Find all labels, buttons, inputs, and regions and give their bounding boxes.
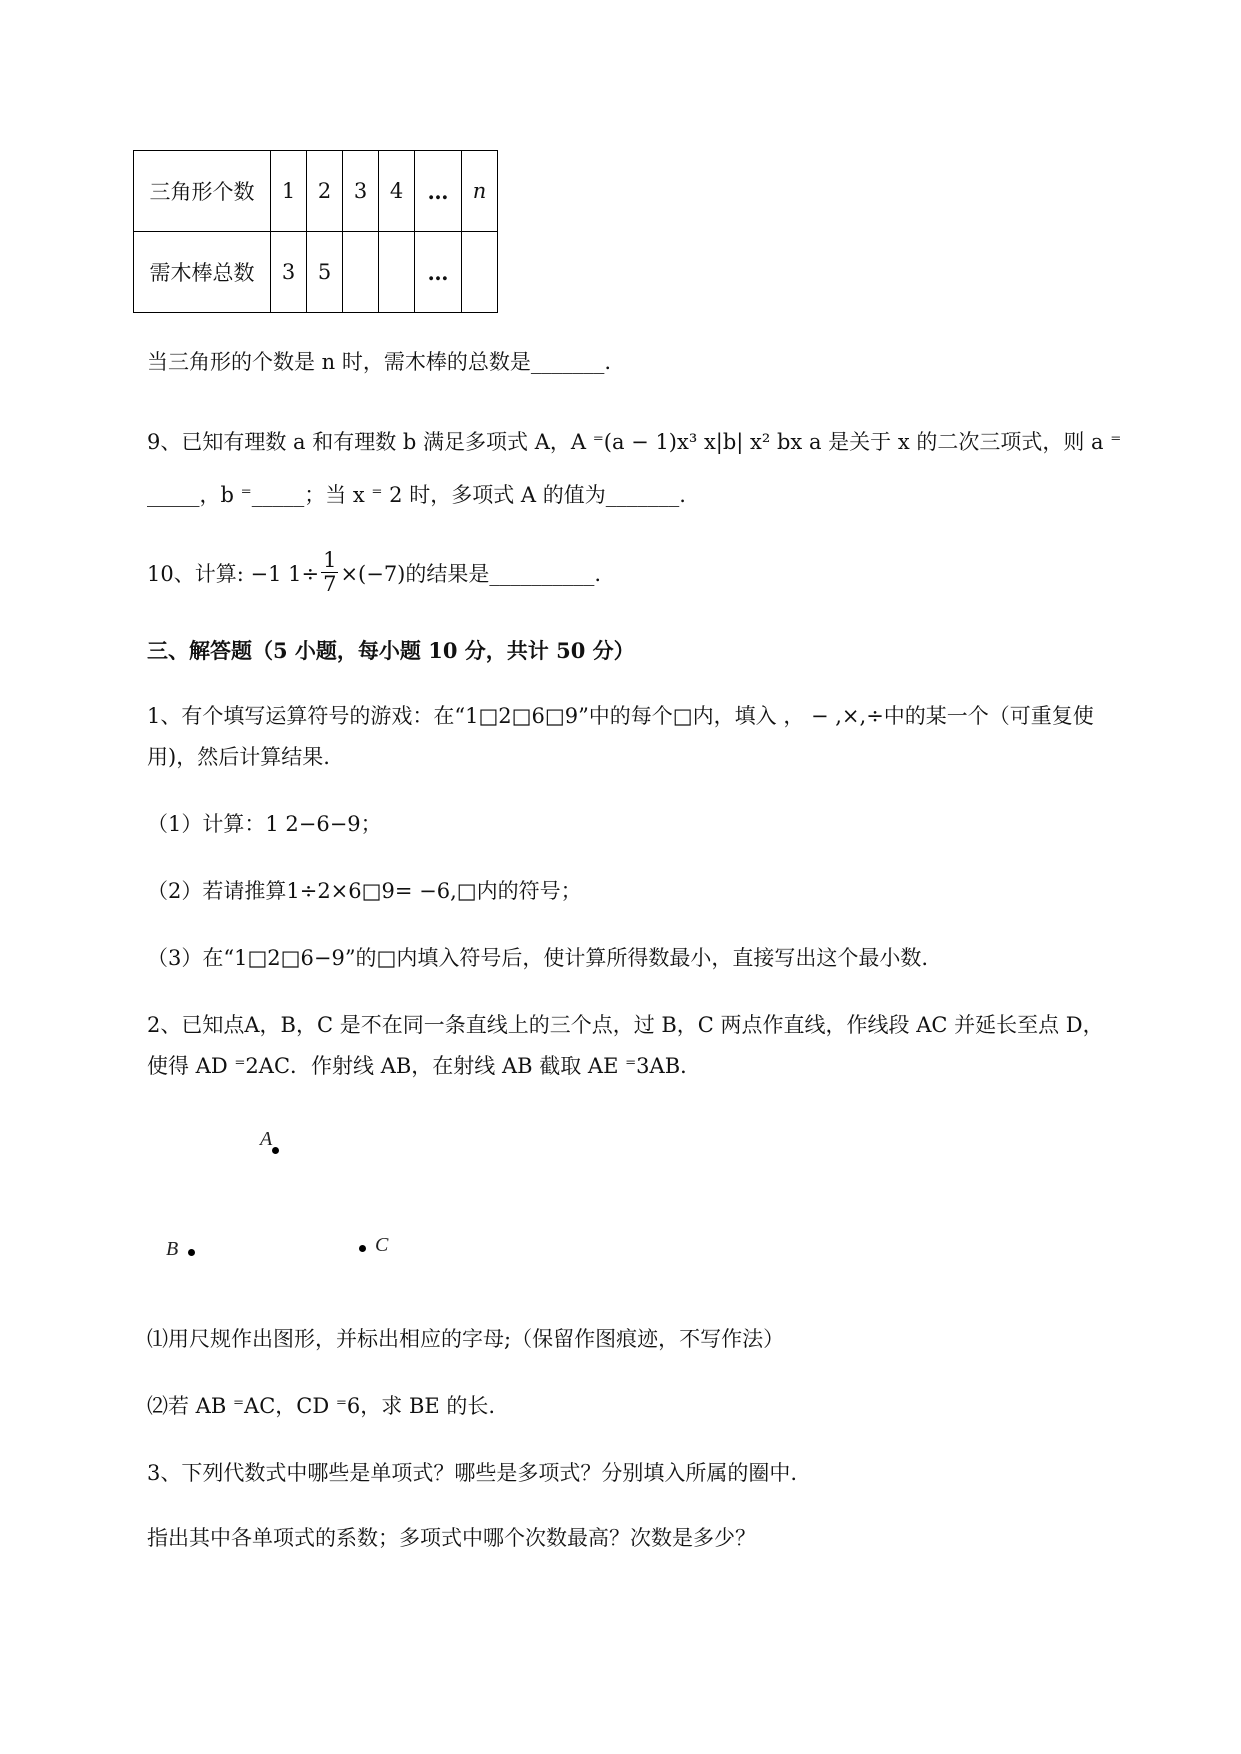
table-cell: 3	[271, 232, 307, 313]
point-a-dot	[272, 1147, 279, 1154]
problem-2-part2: ⑵若 AB ⁼AC，CD ⁼6，求 BE 的长.	[147, 1394, 496, 1418]
question-10-prefix: 10、计算: −1 1÷	[147, 561, 320, 586]
question-10	[147, 549, 601, 596]
table-cell	[343, 232, 379, 313]
problem-1-line1: 1、有个填写运算符号的游戏：在“1□2□6□9”中的每个□内，填入 ， − ,×,÷中的某一个（可重复使	[147, 704, 1094, 728]
table-cell: …	[415, 151, 462, 232]
question-8-tail: 当三角形的个数是 n 时，需木棒的总数是_______.	[147, 350, 612, 374]
table-cell	[379, 232, 415, 313]
fraction	[321, 549, 338, 596]
table-cell: 3	[343, 151, 379, 232]
problem-1-part1: （1）计算：1 2−6−9；	[147, 812, 382, 836]
table-cell: n	[462, 151, 498, 232]
problem-1-part3: （3）在“1□2□6−9”的□内填入符号后，使计算所得数最小，直接写出这个最小数.	[147, 946, 929, 970]
table-row	[134, 151, 498, 232]
triangle-table	[133, 150, 498, 313]
point-c-label: C	[375, 1234, 389, 1256]
table-cell: 1	[271, 151, 307, 232]
table-header-sticks: 需木棒总数	[134, 232, 271, 313]
problem-2-line2: 使得 AD ⁼2AC．作射线 AB，在射线 AB 截取 AE ⁼3AB．	[147, 1054, 702, 1078]
problem-1-line2: 用)，然后计算结果.	[147, 745, 330, 769]
fraction-denominator: 7	[323, 572, 337, 597]
question-10-suffix: ×(−7)的结果是__________.	[340, 561, 602, 586]
problem-3-line2: 指出其中各单项式的系数；多项式中哪个次数最高？次数是多少？	[147, 1526, 756, 1550]
problem-3-line1: 3、下列代数式中哪些是单项式？哪些是多项式？分别填入所属的圈中.	[147, 1461, 798, 1485]
table-header-triangles: 三角形个数	[134, 151, 271, 232]
point-b-label: B	[166, 1238, 179, 1260]
problem-2-line1: 2、已知点A，B，C 是不在同一条直线上的三个点，过 B，C 两点作直线，作线段 AC 并延长至点 D，	[147, 1013, 1104, 1037]
problem-1-part2: （2）若请推算1÷2×6□9= −6,□内的符号；	[147, 879, 582, 903]
point-b-dot	[188, 1249, 195, 1256]
table-cell: 4	[379, 151, 415, 232]
problem-2-part1: ⑴用尺规作出图形，并标出相应的字母;（保留作图痕迹，不写作法）	[147, 1327, 785, 1351]
table-row	[134, 232, 498, 313]
question-9-line2: _____，b ⁼_____；当 x ⁼ 2 时，多项式 A 的值为_______.	[147, 483, 686, 507]
table-cell: …	[415, 232, 462, 313]
point-c-dot	[359, 1245, 366, 1252]
fraction-numerator: 1	[323, 548, 337, 572]
point-a-label: A	[260, 1128, 273, 1150]
question-9-line1: 9、已知有理数 a 和有理数 b 满足多项式 A，A ⁼(a − 1)x³ x|b| x² bx a 是关于 x 的二次三项式，则 a ⁼	[147, 430, 1122, 454]
table-cell: 2	[307, 151, 343, 232]
table-cell: 5	[307, 232, 343, 313]
section-3-title: 三、解答题（5 小题，每小题 10 分，共计 50 分）	[147, 638, 635, 663]
table-cell	[462, 232, 498, 313]
